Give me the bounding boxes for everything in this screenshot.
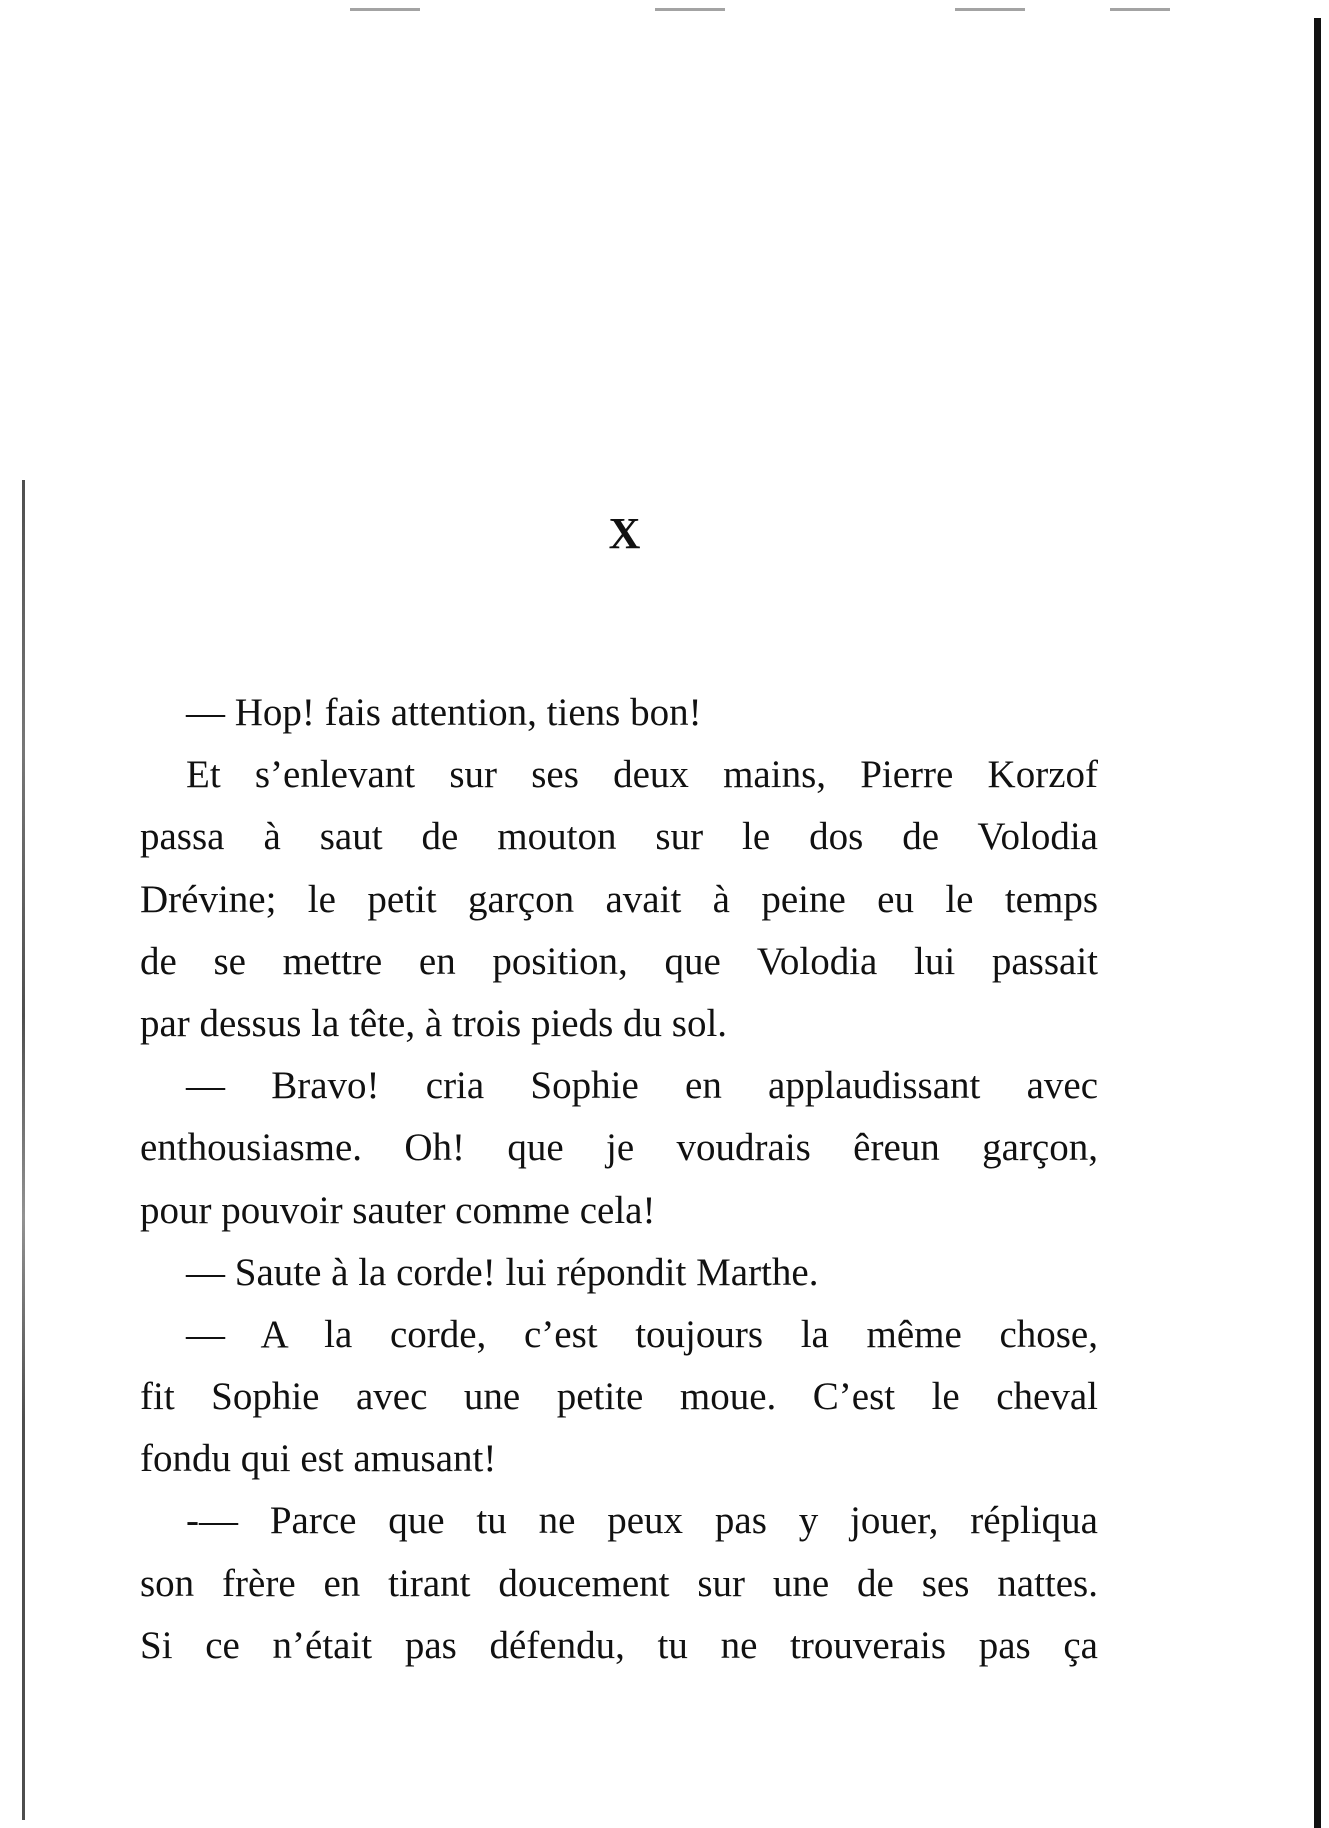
text-line: de se mettre en position, que Volodia lui passait xyxy=(140,939,1098,983)
text-line: son frère en tirant doucement sur une de ses nattes. xyxy=(140,1561,1098,1605)
text-line: Si ce n’était pas défendu, tu ne trouverais pas ça xyxy=(140,1623,1098,1667)
text-line: pour pouvoir sauter comme cela! xyxy=(140,1188,656,1232)
text-line: — Saute à la corde! lui répondit Marthe. xyxy=(186,1250,819,1294)
text-line: par dessus la tête, à trois pieds du sol. xyxy=(140,1001,728,1045)
scan-mark xyxy=(655,8,725,11)
scan-mark xyxy=(955,8,1025,11)
text-line: fit Sophie avec une petite moue. C’est le cheval xyxy=(140,1375,1098,1419)
text-line: — Bravo! cria Sophie en applaudissant avec xyxy=(186,1064,1098,1108)
text-line: enthousiasme. Oh! que je voudrais êreun garçon, xyxy=(140,1126,1098,1170)
text-line: — Hop! fais attention, tiens bon! xyxy=(186,691,702,734)
text-line: fondu qui est amusant! xyxy=(140,1437,497,1481)
scan-mark xyxy=(1110,8,1170,11)
chapter-heading: X xyxy=(608,509,642,558)
text-line: Drévine; le petit garçon avait à peine eu le temps xyxy=(140,877,1098,921)
body-text xyxy=(140,682,1098,1677)
text-line: passa à saut de mouton sur le dos de Volodia xyxy=(140,815,1098,859)
text-line: -— Parce que tu ne peux pas y jouer, répliqua xyxy=(186,1499,1098,1543)
scan-edge-right xyxy=(1314,18,1321,1828)
text-line: — A la corde, c’est toujours la même chose, xyxy=(186,1312,1098,1356)
text-line: Et s’enlevant sur ses deux mains, Pierre Korzof xyxy=(186,753,1098,797)
scan-mark xyxy=(350,8,420,11)
scan-edge-left xyxy=(22,480,25,1820)
